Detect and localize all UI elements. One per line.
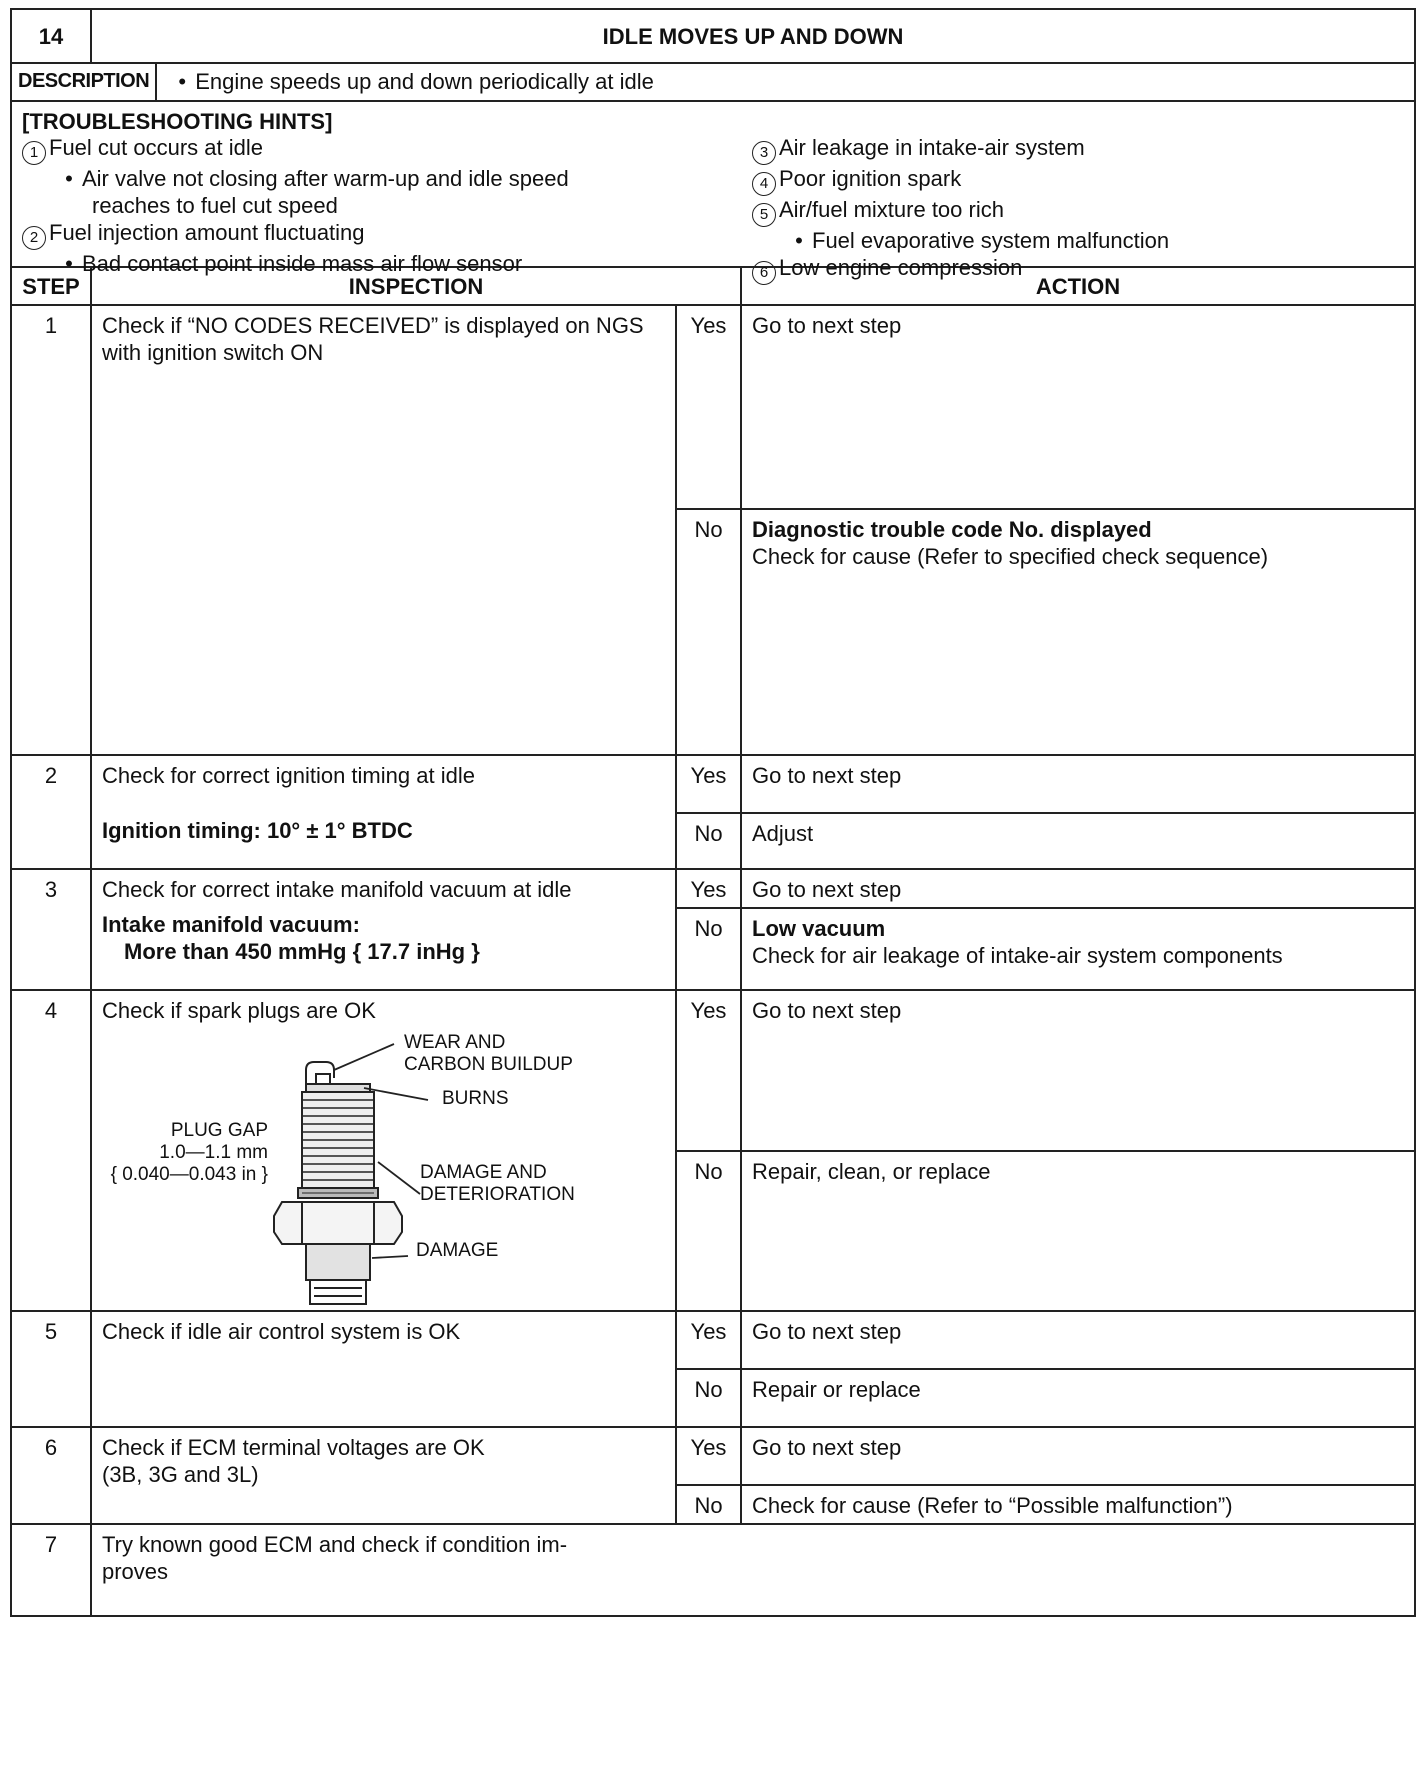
step-6-no-action: Check for cause (Refer to “Possible malfunction”) xyxy=(741,1485,1415,1524)
step-6-yes-action: Go to next step xyxy=(741,1427,1415,1485)
step-1-no: No xyxy=(676,509,741,755)
hint-6: 6 Low engine compression xyxy=(752,254,1392,285)
hint-1-sub-cont: reaches to fuel cut speed xyxy=(92,193,338,218)
step-2-spec: Ignition timing: 10° ± 1° BTDC xyxy=(102,818,413,843)
troubleshooting-sheet xyxy=(10,8,1414,1768)
step-6-inspection-terminals: (3B, 3G and 3L) xyxy=(102,1462,259,1487)
step-6-number: 6 xyxy=(11,1427,91,1524)
step-5-number: 5 xyxy=(11,1311,91,1427)
step-6-inspection-text: Check if ECM terminal voltages are OK xyxy=(102,1435,485,1460)
step-2-no: No xyxy=(676,813,741,869)
step-2-inspection-text: Check for correct ignition timing at idle xyxy=(102,763,475,788)
hint-4: 4 Poor ignition spark xyxy=(752,165,1392,196)
step-6-no: No xyxy=(676,1485,741,1524)
step-5-no-action: Repair or replace xyxy=(741,1369,1415,1427)
step-4-inspection-text: Check if spark plugs are OK xyxy=(102,998,376,1023)
troubleshooting-hints xyxy=(12,102,1414,281)
step-4-inspection xyxy=(91,990,676,1311)
hint-5-sub: • Fuel evaporative system malfunction xyxy=(795,228,1170,253)
step-6-inspection xyxy=(91,1427,676,1524)
hints-title: [TROUBLESHOOTING HINTS] xyxy=(22,109,333,134)
description-row xyxy=(11,63,1415,101)
step-3-no: No xyxy=(676,908,741,990)
step-2-yes-action: Go to next step xyxy=(741,755,1415,813)
hint-1-sub: • Air valve not closing after warm-up and idle speed xyxy=(65,166,569,191)
section-number: 14 xyxy=(11,9,91,63)
step-1-no-action-text: Check for cause (Refer to specified check sequence) xyxy=(752,544,1269,569)
hints-row xyxy=(11,101,1415,267)
column-inspection: INSPECTION xyxy=(91,267,741,305)
step-7-inspection-line1: Try known good ECM and check if condition im- xyxy=(102,1532,568,1557)
hint-3: 3 Air leakage in intake-air system xyxy=(752,134,1392,165)
step-3-spec-value: More than 450 mmHg { 17.7 inHg } xyxy=(124,939,480,964)
step-1-no-action xyxy=(741,509,1415,755)
step-1-no-action-title: Diagnostic trouble code No. displayed xyxy=(752,517,1152,542)
hints-right-column xyxy=(752,134,1392,285)
label-wear: WEAR AND CARBON BUILDUP xyxy=(404,1032,573,1075)
step-4-yes-action: Go to next step xyxy=(741,990,1415,1151)
step-3-yes-row xyxy=(11,869,1415,908)
label-damage-deterioration: DAMAGE AND DETERIORATION xyxy=(420,1162,575,1205)
step-2-inspection xyxy=(91,755,676,869)
step-4-number: 4 xyxy=(11,990,91,1311)
description-text: • Engine speeds up and down periodically at idle xyxy=(178,69,654,94)
description-label: DESCRIPTION xyxy=(12,64,157,100)
step-2-no-action: Adjust xyxy=(741,813,1415,869)
step-1-yes: Yes xyxy=(676,305,741,509)
step-6-yes: Yes xyxy=(676,1427,741,1485)
step-4-no: No xyxy=(676,1151,741,1312)
step-2-number: 2 xyxy=(11,755,91,869)
step-3-yes-action: Go to next step xyxy=(741,869,1415,908)
column-action: ACTION xyxy=(741,267,1415,305)
header-row xyxy=(11,9,1415,63)
hint-2-sub: • Bad contact point inside mass air flow sensor xyxy=(65,251,523,276)
step-4-no-action: Repair, clean, or replace xyxy=(741,1151,1415,1312)
step-3-no-action-text: Check for air leakage of intake-air system components xyxy=(752,943,1283,968)
step-4-yes: Yes xyxy=(676,990,741,1151)
spark-plug-figure xyxy=(102,1026,682,1306)
hint-1: 1 Fuel cut occurs at idle xyxy=(22,134,692,165)
step-7-number: 7 xyxy=(11,1524,91,1616)
step-2-yes: Yes xyxy=(676,755,741,813)
label-plug-gap: PLUG GAP 1.0—1.1 mm { 0.040—0.043 in } xyxy=(110,1120,268,1185)
step-7-inspection xyxy=(91,1524,1415,1616)
step-1-number: 1 xyxy=(11,305,91,755)
hint-2: 2 Fuel injection amount fluctuating xyxy=(22,219,692,250)
label-damage: DAMAGE xyxy=(416,1240,499,1261)
step-3-inspection xyxy=(91,869,676,990)
step-7-inspection-line2: proves xyxy=(102,1559,169,1584)
step-3-no-action-title: Low vacuum xyxy=(752,916,886,941)
step-3-no-action xyxy=(741,908,1415,990)
step-6-yes-row xyxy=(11,1427,1415,1485)
step-5-yes-row xyxy=(11,1311,1415,1369)
label-burns: BURNS xyxy=(442,1088,509,1109)
step-3-number: 3 xyxy=(11,869,91,990)
step-5-yes: Yes xyxy=(676,1311,741,1369)
step-1-yes-row xyxy=(11,305,1415,509)
step-5-inspection: Check if idle air control system is OK xyxy=(91,1311,676,1427)
step-3-spec-label: Intake manifold vacuum: xyxy=(102,912,360,937)
step-5-yes-action: Go to next step xyxy=(741,1311,1415,1369)
step-7-row xyxy=(11,1524,1415,1616)
hints-left-column xyxy=(22,134,692,277)
step-3-yes: Yes xyxy=(676,869,741,908)
step-1-yes-action: Go to next step xyxy=(741,305,1415,509)
step-3-inspection-text: Check for correct intake manifold vacuum at idle xyxy=(102,877,572,902)
step-4-yes-row xyxy=(11,990,1415,1151)
section-title: IDLE MOVES UP AND DOWN xyxy=(91,9,1415,63)
column-step: STEP xyxy=(11,267,91,305)
step-2-yes-row xyxy=(11,755,1415,813)
step-1-inspection: Check if “NO CODES RECEIVED” is displayed on NGS with ignition switch ON xyxy=(91,305,676,755)
hint-5: 5 Air/fuel mixture too rich xyxy=(752,196,1392,227)
step-5-no: No xyxy=(676,1369,741,1427)
troubleshooting-table xyxy=(10,8,1416,1617)
